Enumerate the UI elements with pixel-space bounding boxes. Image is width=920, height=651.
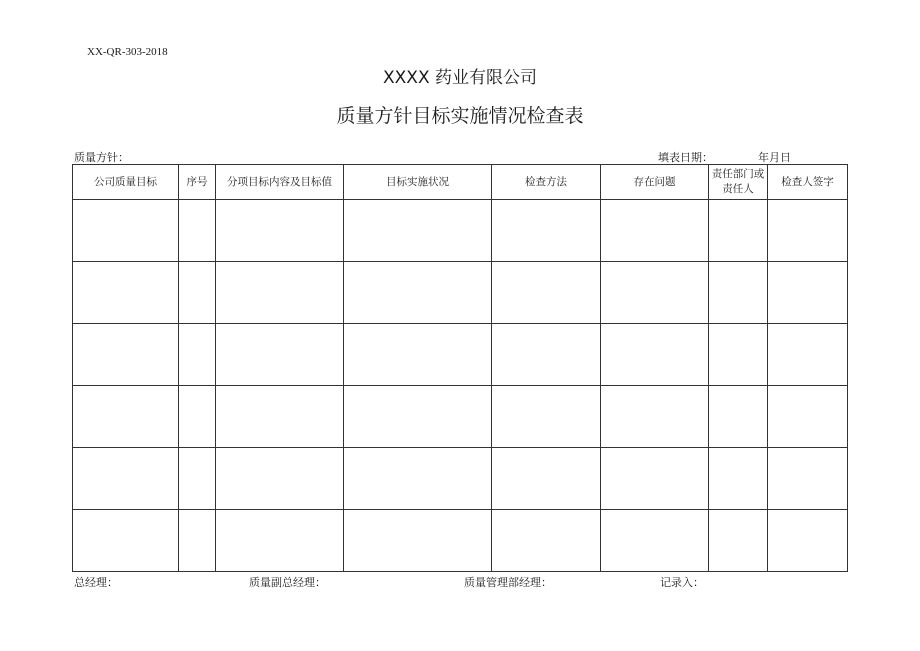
table-cell[interactable] [601,324,709,386]
table-row [73,510,848,572]
table-cell[interactable] [768,262,848,324]
header-existing-problems: 存在问题 [601,165,709,200]
table-cell[interactable] [179,510,216,572]
table-cell[interactable] [179,448,216,510]
header-serial-number: 序号 [179,165,216,200]
table-cell[interactable] [216,200,344,262]
fill-date-label: 填表日期： [658,151,713,164]
table-cell[interactable] [179,200,216,262]
table-cell[interactable] [709,448,768,510]
table-cell[interactable] [73,324,179,386]
table-cell[interactable] [344,448,492,510]
table-cell[interactable] [179,262,216,324]
fill-date-value: 年月日 [758,151,791,164]
quality-policy-label: 质量方针： [74,151,129,164]
table-cell[interactable] [601,510,709,572]
table-cell[interactable] [492,386,601,448]
table-cell[interactable] [216,510,344,572]
table-cell[interactable] [709,262,768,324]
table-cell[interactable] [344,510,492,572]
table-cell[interactable] [216,448,344,510]
table-cell[interactable] [344,262,492,324]
header-responsible-dept: 责任部门或 责任人 [709,165,768,200]
table-cell[interactable] [768,324,848,386]
inspection-table [72,164,848,572]
table-cell[interactable] [344,386,492,448]
table-cell[interactable] [73,200,179,262]
table-cell[interactable] [73,386,179,448]
table-row [73,200,848,262]
header-inspection-method: 检查方法 [492,165,601,200]
table-header-row [73,165,848,200]
table-row [73,262,848,324]
table-cell[interactable] [492,262,601,324]
table-cell[interactable] [601,200,709,262]
footer-recorder: 记录入： [660,576,704,589]
table-cell[interactable] [216,386,344,448]
table-cell[interactable] [179,324,216,386]
document-code: XX-QR-303-2018 [87,46,168,58]
table-cell[interactable] [179,386,216,448]
table-cell[interactable] [73,448,179,510]
form-title: 质量方针目标实施情况检查表 [336,105,584,127]
table-cell[interactable] [492,448,601,510]
table-cell[interactable] [73,510,179,572]
table-cell[interactable] [768,448,848,510]
table-cell[interactable] [768,200,848,262]
company-name: XXXX 药业有限公司 [383,68,537,88]
table-cell[interactable] [73,262,179,324]
table-cell[interactable] [492,200,601,262]
table-row [73,324,848,386]
header-company-quality-goal: 公司质量目标 [73,165,179,200]
footer-deputy-gm: 质量副总经理： [249,576,326,589]
table-row [73,448,848,510]
table-cell[interactable] [492,510,601,572]
table-cell[interactable] [709,324,768,386]
table-cell[interactable] [601,262,709,324]
table-cell[interactable] [344,200,492,262]
table-cell[interactable] [216,262,344,324]
header-inspector-signature: 检查人签字 [768,165,848,200]
table-cell[interactable] [768,386,848,448]
table-cell[interactable] [344,324,492,386]
table-row [73,386,848,448]
table-cell[interactable] [709,386,768,448]
table-cell[interactable] [601,386,709,448]
table-cell[interactable] [216,324,344,386]
header-sub-goal-content: 分项目标内容及目标值 [216,165,344,200]
footer-general-manager: 总经理： [74,576,118,589]
header-implementation-status: 目标实施状况 [344,165,492,200]
table-cell[interactable] [709,200,768,262]
footer-qm-manager: 质量管理部经理： [464,576,552,589]
table-cell[interactable] [601,448,709,510]
table-cell[interactable] [709,510,768,572]
table-cell[interactable] [492,324,601,386]
table-cell[interactable] [768,510,848,572]
